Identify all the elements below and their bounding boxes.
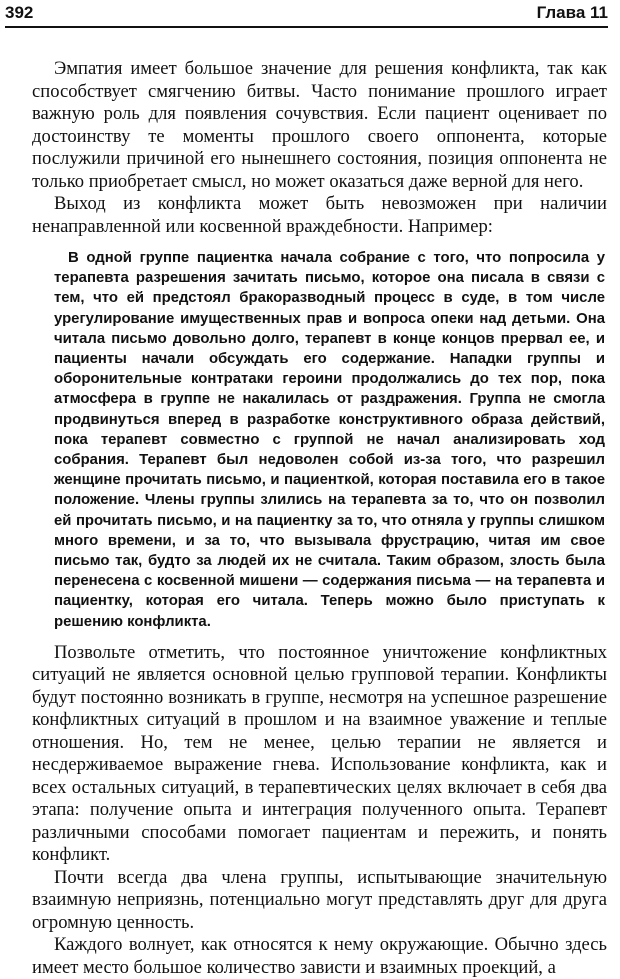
- paragraph-exit-from-conflict: Выход из конфликта может быть невозможен при наличии ненаправленной или косвенной враждебности. Например:: [32, 193, 607, 237]
- paragraph-mutual-dislike: Почти всегда два члена группы, испытывающие значительную взаимную неприязнь, потенциально могут представлять друг для друга огромную ценность.: [32, 866, 607, 933]
- header-divider: [5, 26, 608, 28]
- chapter-title: Глава 11: [536, 3, 608, 22]
- paragraph-others-attitude: Каждого волнует, как относятся к нему окружающие. Обычно здесь имеет место большое количество зависти и взаимных проекций, а: [32, 934, 607, 978]
- page-body: [32, 58, 607, 979]
- page-number: 392: [5, 3, 34, 22]
- page-header: [5, 0, 608, 28]
- paragraph-conflict-resolution: Позвольте отметить, что постоянное уничтожение конфликтных ситуаций не является основной целью групповой терапии. Конфликты будут постоянно возникать в группе, несмотря на успешное разрешение конфликтных ситуаций в прошлом и на взаимное уважение и теплые отношения. Но, тем не менее, целью терапии не является и несдерживаемое выражение гнева. Использование конфликта, как и всех остальных ситуаций, в терапевтических целях включает в себя два этапа: получение опыта и интеграция полученного опыта. Терапевт различными способами помогает пациентам и пережить, и понять конфликт.: [32, 641, 607, 866]
- case-example-quote: В одной группе пациентка начала собрание с того, что попросила у терапевта разрешения зачитать письмо, которое она писала в связи с тем, что ей предстоял бракоразводный процесс в суде, в том числе урегулирование имущественных прав и вопроса опеки над детьми. Она читала письмо довольно долго, терапевт в конце концов прервал ее, и пациенты начали обсуждать его содержание. Нападки группы и оборонительные контратаки героини продолжались до тех пор, пока атмосфера в группе не накалилась от раздражения. Группа не смогла продвинуться вперед в разработке конструктивного образа действий, пока терапевт совместно с группой не начал анализировать ход собрания. Терапевт был недоволен собой из-за того, что разрешил женщине прочитать письмо, и пациенткой, которая поставила его в такое положение. Члены группы злились на терапевта за то, что он позволил ей прочитать письмо, и на пациентку за то, что отняла у группы слишком много времени, и за то, что вызывала фрустрацию, читая им свое письмо так, будто за людей их не считала. Таким образом, злость была перенесена с косвенной мишени — содержания письма — на терапевта и пациентку, которая его читала. Теперь можно было приступать к решению конфликта.: [54, 250, 605, 630]
- paragraph-empathy: Эмпатия имеет большое значение для решения конфликта, так как способствует смягчению битвы. Часто понимание прошлого играет важную роль для появления сочувствия. Если пациент оценивает по достоинству те моменты прошлого своего оппонента, которые послужили причиной его нынешнего состояния, позиция оппонента не только приобретает смысл, но может оказаться даже верной для него.: [32, 58, 607, 192]
